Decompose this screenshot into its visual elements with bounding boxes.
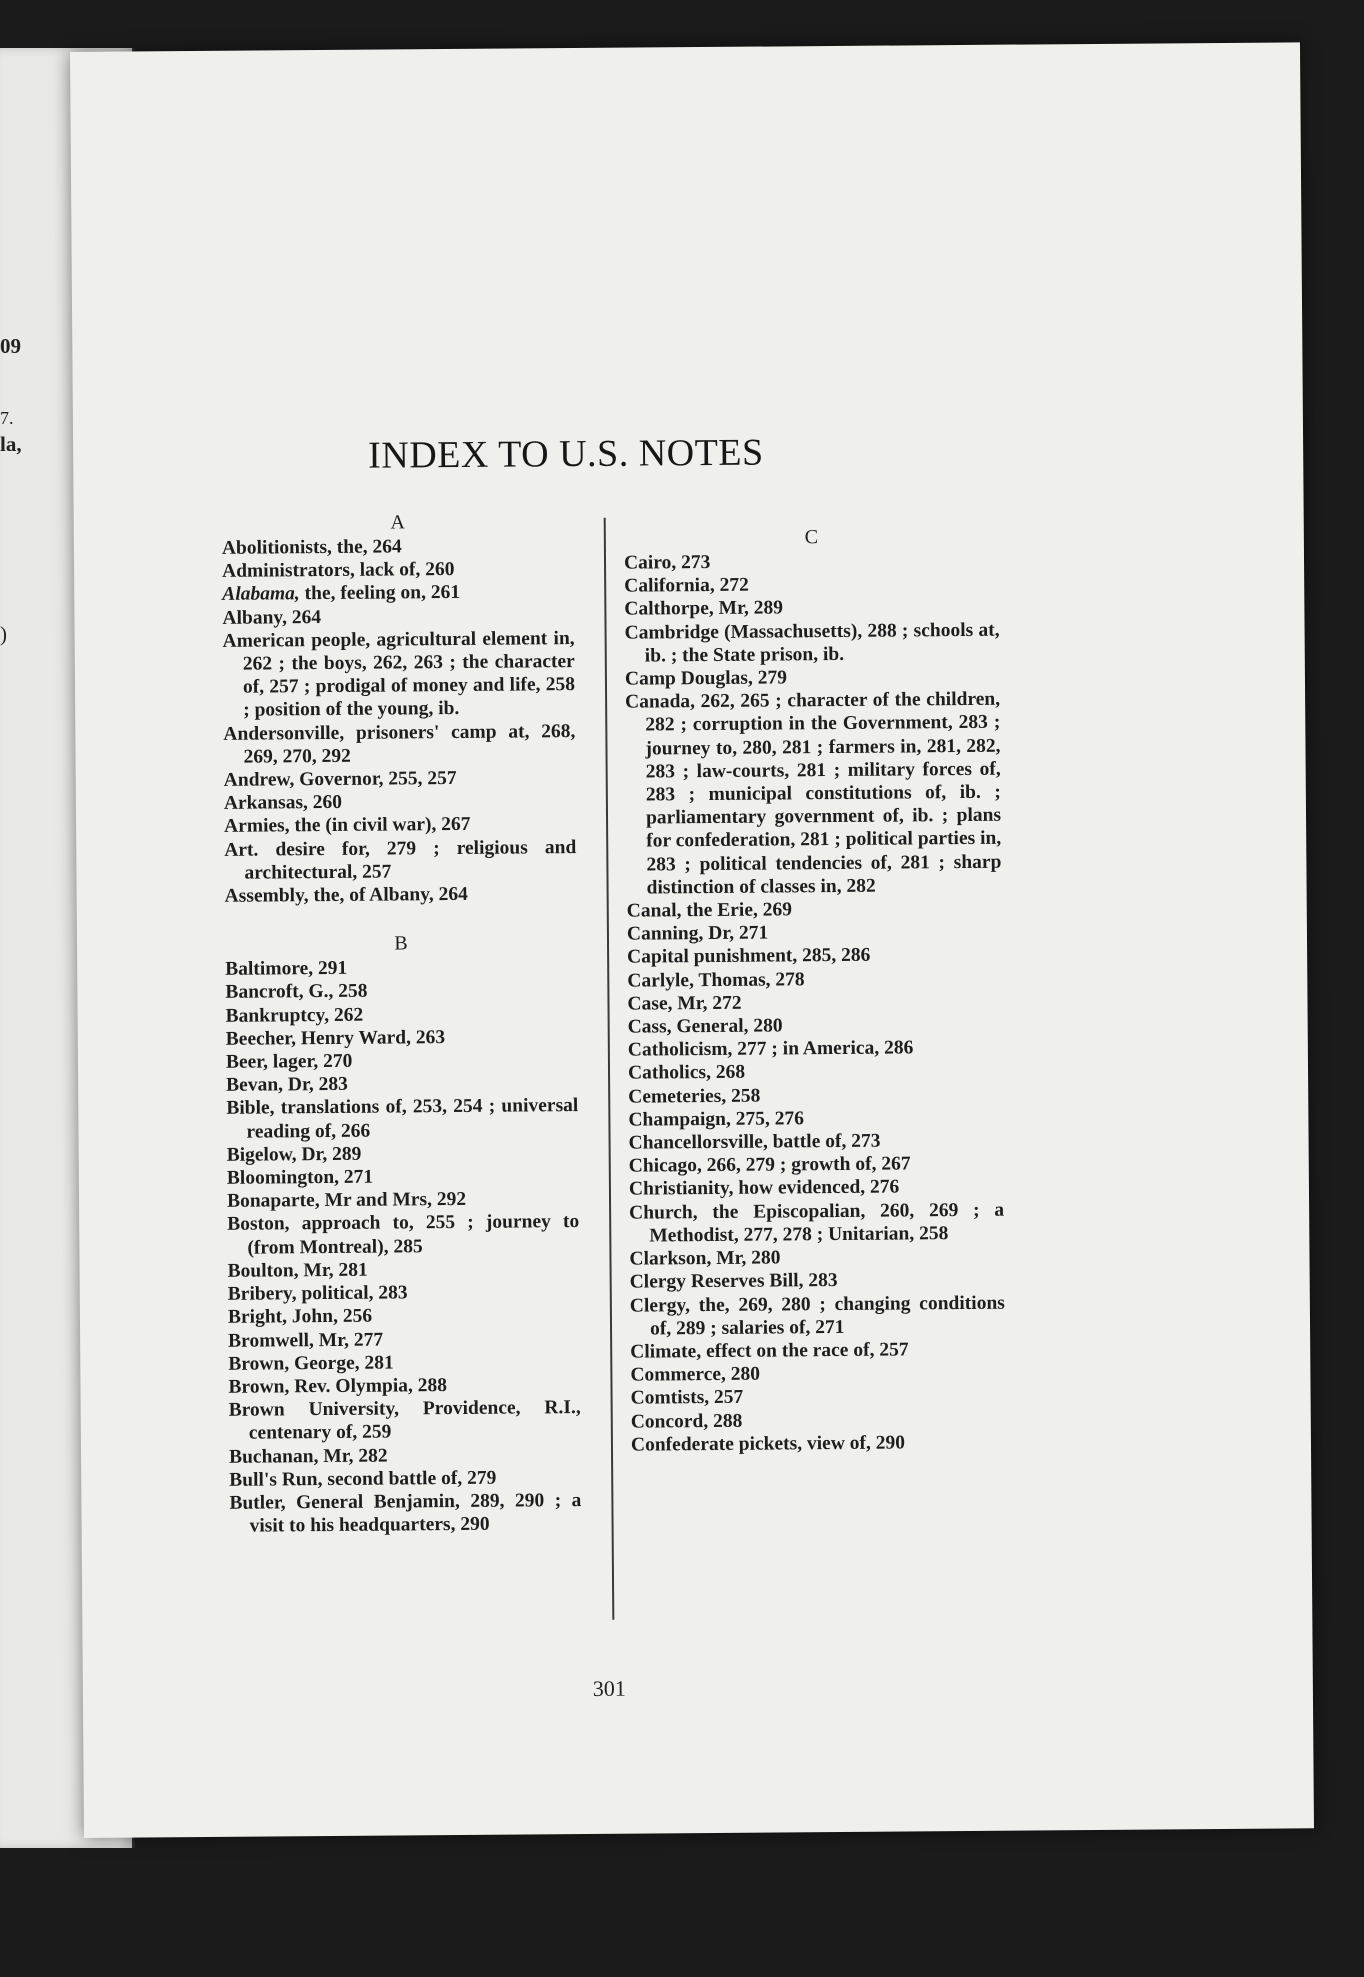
index-entry: Cairo, 273 <box>623 551 711 574</box>
index-entry: Champaign, 275, 276 <box>628 1108 805 1131</box>
index-entry: Brown, Rev. Olympia, 288 <box>228 1374 448 1398</box>
index-entry: Chancellorsville, battle of, 273 <box>628 1130 881 1154</box>
index-entry: Case, Mr, 272 <box>627 992 742 1015</box>
index-entry: Assembly, the, of Albany, 264 <box>224 883 468 907</box>
index-entry: Canada, 262, 265 ; character of the children, 282 ; corruption in the Government, 283 ; journey to, 280, 281 ; farmers in, 281, 282, 283 ; law-courts, 281 ; military forces of, 283 ; municipal constitutions of, ib. ; parliamentary government of, ib. ; plans for confederation, 281 ; political parties in, 283 ; political tendencies of, 281 ; sharp distinction of classes in, 282 <box>625 688 1002 899</box>
index-entry: Carlyle, Thomas, 278 <box>627 968 805 992</box>
index-entry-italic: Alabama, <box>222 583 300 606</box>
index-entry: Church, the Episcopalian, 260, 269 ; a Methodist, 277, 278 ; Unitarian, 258 <box>629 1199 1005 1247</box>
index-entry: Cemeteries, 258 <box>628 1085 761 1108</box>
index-entry: Bevan, Dr, 283 <box>226 1074 348 1097</box>
index-entry: Bonaparte, Mr and Mrs, 292 <box>226 1189 467 1213</box>
index-entry: Butler, General Benjamin, 289, 290 ; a visit to his headquarters, 290 <box>229 1489 582 1537</box>
index-entry: Bribery, political, 283 <box>227 1282 408 1305</box>
index-entry: Camp Douglas, 279 <box>624 667 788 690</box>
index-entry: Climate, effect on the race of, 257 <box>630 1339 909 1363</box>
index-entry: Canal, the Erie, 269 <box>626 899 793 922</box>
index-entry: Administrators, lack of, 260 <box>222 559 455 583</box>
index-entry: Calthorpe, Mr, 289 <box>624 597 783 621</box>
index-entry: Canning, Dr, 271 <box>626 922 769 945</box>
index-entry: Andrew, Governor, 255, 257 <box>223 768 457 791</box>
facing-page-fragment: 09 <box>0 334 21 358</box>
index-entry: Cambridge (Massachusetts), 288 ; schools at, ib. ; the State prison, ib. <box>624 619 1000 667</box>
index-entry: Bankruptcy, 262 <box>225 1004 364 1027</box>
column-divider <box>604 518 615 1620</box>
index-entry: Chicago, 266, 279 ; growth of, 267 <box>628 1153 911 1177</box>
facing-page-fragment: ) <box>0 622 7 646</box>
page-number: 301 <box>592 1675 626 1701</box>
index-entry: Beecher, Henry Ward, 263 <box>225 1026 446 1050</box>
index-entry: Cass, General, 280 <box>627 1015 783 1038</box>
index-entry: Arkansas, 260 <box>223 792 343 815</box>
index-entry: Brown, George, 281 <box>228 1352 394 1375</box>
page-title: INDEX TO U.S. NOTES <box>368 431 764 477</box>
index-entry: California, 272 <box>624 574 749 597</box>
index-entry: Concord, 288 <box>630 1410 743 1433</box>
index-column-right <box>624 525 1006 1457</box>
index-entry: Bromwell, Mr, 277 <box>228 1329 384 1352</box>
index-entry: Bull's Run, second battle of, 279 <box>229 1467 497 1491</box>
index-entry: Bloomington, 271 <box>226 1166 374 1189</box>
index-entry: Boulton, Mr, 281 <box>227 1259 368 1282</box>
index-entry: Catholicism, 277 ; in America, 286 <box>627 1037 914 1061</box>
index-entry: Armies, the (in civil war), 267 <box>224 814 471 838</box>
index-entry: Abolitionists, the, 264 <box>221 536 402 559</box>
index-column-left <box>222 510 582 1538</box>
index-entry: Beer, lager, 270 <box>225 1050 353 1073</box>
index-entry: Clergy Reserves Bill, 283 <box>629 1270 838 1293</box>
index-entry: Capital punishment, 285, 286 <box>627 945 871 969</box>
index-entry: Clarkson, Mr, 280 <box>629 1247 781 1270</box>
index-entry: Buchanan, Mr, 282 <box>228 1445 388 1468</box>
index-entry: Baltimore, 291 <box>225 958 348 981</box>
index-entry: Comtists, 257 <box>630 1387 744 1409</box>
index-entry: Bible, translations of, 253, 254 ; universal reading of, 266 <box>226 1095 579 1143</box>
index-entry: Bright, John, 256 <box>227 1305 373 1329</box>
section-letter: A <box>390 511 406 534</box>
index-entry: Bigelow, Dr, 289 <box>226 1143 362 1166</box>
index-entry: Art. desire for, 279 ; religious and architectural, 257 <box>224 836 577 884</box>
book-page <box>70 42 1314 1838</box>
index-entry-rest: the, feeling on, 261 <box>299 582 461 605</box>
index-entry: Catholics, 268 <box>627 1062 746 1085</box>
index-entry: Andersonville, prisoners' camp at, 268, 269, 270, 292 <box>223 720 576 768</box>
section-letter: C <box>804 526 819 549</box>
index-entry: Albany, 264 <box>222 606 322 629</box>
index-entry: Commerce, 280 <box>630 1363 761 1386</box>
index-entry: Boston, approach to, 255 ; journey to (from Montreal), 285 <box>227 1211 580 1259</box>
index-entry: American people, agricultural element in, 262 ; the boys, 262, 263 ; the character of, 257 ; prodigal of money and life, 258 ; position of the young, ib. <box>222 627 576 722</box>
section-letter: B <box>394 932 408 955</box>
index-entry: Brown University, Providence, R.I., centenary of, 259 <box>228 1397 581 1444</box>
index-entry: Christianity, how evidenced, 276 <box>628 1177 900 1201</box>
index-entry: Bancroft, G., 258 <box>225 981 368 1004</box>
index-entry <box>222 580 574 606</box>
facing-page-fragment: la, <box>0 432 22 456</box>
index-entry: Confederate pickets, view of, 290 <box>630 1432 906 1456</box>
index-entry: Clergy, the, 269, 280 ; changing conditions of, 289 ; salaries of, 271 <box>629 1292 1005 1340</box>
facing-page-fragment: 7. <box>0 408 14 428</box>
